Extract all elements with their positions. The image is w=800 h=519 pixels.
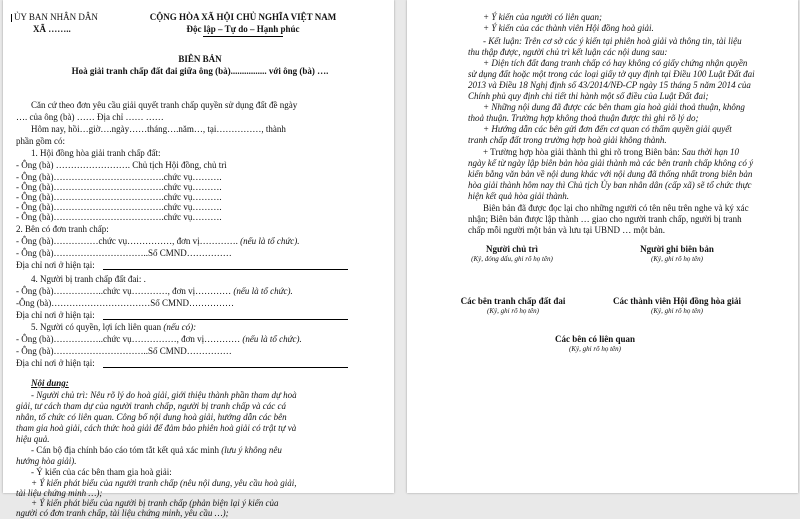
claimant-address: Địa chỉ nơi ở hiện tại: — [16, 260, 95, 270]
council-member-line: - Ông (bà) ……………………. Chủ tịch Hội đồng, chủ trì — [16, 160, 227, 170]
document-title: BIÊN BẢN — [178, 54, 222, 64]
respondent-address: Địa chỉ nơi ở hiện tại: — [16, 310, 95, 320]
council-member-line: - Ông (bà)……………………………….chức vụ………. — [16, 172, 222, 182]
signature-note: (Ký, đóng dấu, ghi rõ họ tên) — [471, 255, 553, 263]
signature-title: Các bên có liên quan — [554, 334, 636, 344]
address-blank — [103, 269, 348, 270]
success-line: ngày kể từ ngày lập biên bản hòa giải thành mà các bên tranh chấp không có ý — [468, 158, 754, 168]
closing-line: Biên bản đã được đọc lại cho những người có tên nêu trên nghe và ký xác — [483, 203, 749, 213]
section1-heading: 1. Hội đồng hòa giải tranh chấp đất: — [31, 148, 161, 158]
intro-line: phần gồm có: — [16, 136, 65, 146]
content-line: + Ý kiến phát biểu của người bị tranh chấp (phản biện lại ý kiến của — [31, 498, 279, 508]
section4-heading: 4. Người bị tranh chấp đất đai: . — [31, 274, 146, 284]
opinion-line: + Ý kiến của người có liên quan; — [483, 12, 603, 22]
signature-title: Người ghi biên bản — [640, 244, 714, 254]
signature-title: Người chủ trì — [486, 244, 538, 254]
margin-bar — [11, 14, 12, 22]
success-line: + Trường hợp hòa giải thành thì ghi rõ trong Biên bản: Sau thời hạn 10 — [483, 147, 740, 157]
header-motto: Độc lập – Tự do – Hạnh phúc — [186, 24, 300, 34]
council-member-line: - Ông (bà)……………………………….chức vụ………. — [16, 202, 222, 212]
content-line: + Ý kiến phát biểu của người tranh chấp (nêu nội dung, yêu cầu hoà giải, — [31, 478, 297, 488]
claimant-line: - Ông (bà)……………chức vụ……………, đơn vị…………. (nếu là tổ chức). — [16, 236, 300, 246]
content-line: - Ý kiến của các bên tham gia hoà giải: — [31, 467, 172, 477]
related-party-id-line: - Ông (bà)…………………………..Số CMND…………… — [16, 346, 232, 356]
header-commune: XÃ …….. — [33, 24, 71, 34]
success-line: hòa giải thành hôm nay thì Chủ tịch Ủy ban nhân dân (cấp xã) sẽ tổ chức thực — [468, 180, 752, 190]
conclusion-line: - Kết luận: Trên cơ sở các ý kiến tại phiên hoà giải và thông tin, tài liệu — [483, 36, 742, 46]
signature-title: Các thành viên Hội đồng hòa giải — [612, 296, 742, 306]
document-page-1 — [3, 0, 394, 518]
intro-line: …. của ông (bà) …… Địa chỉ …… …… — [16, 112, 164, 122]
signature-note: (Ký, ghi rõ họ tên) — [569, 345, 621, 353]
section5-heading: 5. Người có quyền, lợi ích liên quan (nếu có): — [31, 322, 197, 332]
content-heading: Nội dung: — [31, 378, 69, 388]
document-page-2 — [407, 0, 798, 493]
related-party-address: Địa chỉ nơi ở hiện tại: — [16, 358, 95, 368]
header-nation: CỘNG HÒA XÃ HỘI CHỦ NGHĨA VIỆT NAM — [149, 12, 337, 22]
content-line: tham gia hoà giải, cách thức hoà giải để đảm bảo phiên hoà giải có trật tự và — [16, 423, 297, 433]
conclusion-line: + Hướng dẫn các bên gửi đơn đến cơ quan có thẩm quyền giải quyết — [483, 124, 732, 134]
content-line: hướng hòa giải). — [16, 456, 77, 466]
conclusion-line: sử dụng đất hoặc một trong các loại giấy tờ quy định tại Điều 100 Luật Đất đai — [468, 69, 755, 79]
conclusion-line: tranh chấp đất trong trường hợp hoà giải không thành. — [468, 135, 667, 145]
respondent-line: - Ông (bà)……………..chức vụ…………, đơn vị………… (nếu là tổ chức). — [16, 286, 293, 296]
conclusion-line: thu thập được, người chủ trì kết luận các nội dung sau: — [468, 47, 668, 57]
signature-note: (Ký, ghi rõ họ tên) — [651, 255, 703, 263]
closing-line: chấp mỗi người một bản và lưu tại UBND … một bản. — [468, 225, 665, 235]
intro-line: Hôm nay, hồi…giờ….ngày……tháng….năm…, tại……………, thành — [31, 124, 286, 134]
closing-line: nhận; Biên bản được lập thành … giao cho người tranh chấp, người bị tranh — [468, 214, 742, 224]
conclusion-line: + Những nội dung đã được các bên tham gia hoà giải thoả thuận, không — [483, 102, 745, 112]
address-blank — [103, 367, 348, 368]
related-party-line: - Ông (bà)……………..chức vụ……………, đơn vị………… (nếu là tổ chức). — [16, 334, 302, 344]
content-line: tài liệu chứng minh …); — [16, 488, 103, 498]
success-line: hiện kết quả hòa giải thành. — [468, 191, 569, 201]
council-member-line: - Ông (bà)……………………………….chức vụ………. — [16, 182, 222, 192]
address-blank — [103, 319, 348, 320]
council-member-line: - Ông (bà)……………………………….chức vụ………. — [16, 212, 222, 222]
council-member-line: - Ông (bà)……………………………….chức vụ………. — [16, 192, 222, 202]
content-line: - Người chủ trì: Nêu rõ lý do hoà giải, giới thiệu thành phần tham dự hoà — [31, 390, 297, 400]
signature-note: (Ký, ghi rõ họ tên) — [651, 307, 703, 315]
motto-underline — [203, 36, 283, 37]
content-line: hiệu quả. — [16, 434, 50, 444]
conclusion-line: 2013 và Điều 18 Nghị định số 43/2014/NĐ-CP ngày 15 tháng 5 năm 2014 của — [468, 80, 751, 90]
content-line: người có đơn tranh chấp, tài liệu chứng minh, yêu cầu …); — [16, 508, 229, 518]
signature-note: (Ký, ghi rõ họ tên) — [487, 307, 539, 315]
opinion-line: + Ý kiến của các thành viên Hội đồng hoà giải. — [483, 23, 654, 33]
document-subtitle: Hoà giải tranh chấp đất đai giữa ông (bà)................ với ông (bà) …. — [71, 66, 329, 76]
content-line: nhân, tổ chức có liên quan. Công bố nội dung hoà giải, hướng dẫn các bên — [16, 412, 287, 422]
respondent-id-line: -Ông (bà)……………………………Số CMND…………… — [16, 298, 234, 308]
content-line: giải, tư cách tham dự của người tranh chấp, người bị tranh chấp và các cá — [16, 401, 286, 411]
signature-title: Các bên tranh chấp đất đai — [460, 296, 566, 306]
claimant-id-line: - Ông (bà)…………………………..Số CMND…………… — [16, 248, 232, 258]
conclusion-line: Chính phủ quy định chi tiết thi hành một số điều của Luật Đất đai; — [468, 91, 709, 101]
conclusion-line: + Diện tích đất đang tranh chấp có hay không có giấy chứng nhận quyền — [483, 58, 748, 68]
intro-line: Căn cứ theo đơn yêu cầu giải quyết tranh chấp quyền sử dụng đất đề ngày — [31, 100, 298, 110]
content-line: - Cán bộ địa chính báo cáo tóm tắt kết quả xác minh (lưu ý không nêu — [31, 445, 282, 455]
header-committee: ỦY BAN NHÂN DÂN — [14, 12, 98, 22]
conclusion-line: thoả thuận. Trường hợp không thoả thuận được thì ghi rõ lý do; — [468, 113, 699, 123]
section2-heading: 2. Bên có đơn tranh chấp: — [16, 224, 109, 234]
success-line: kiến bằng văn bản về nội dung khác với nội dung đã thống nhất trong biên bản — [468, 169, 753, 179]
